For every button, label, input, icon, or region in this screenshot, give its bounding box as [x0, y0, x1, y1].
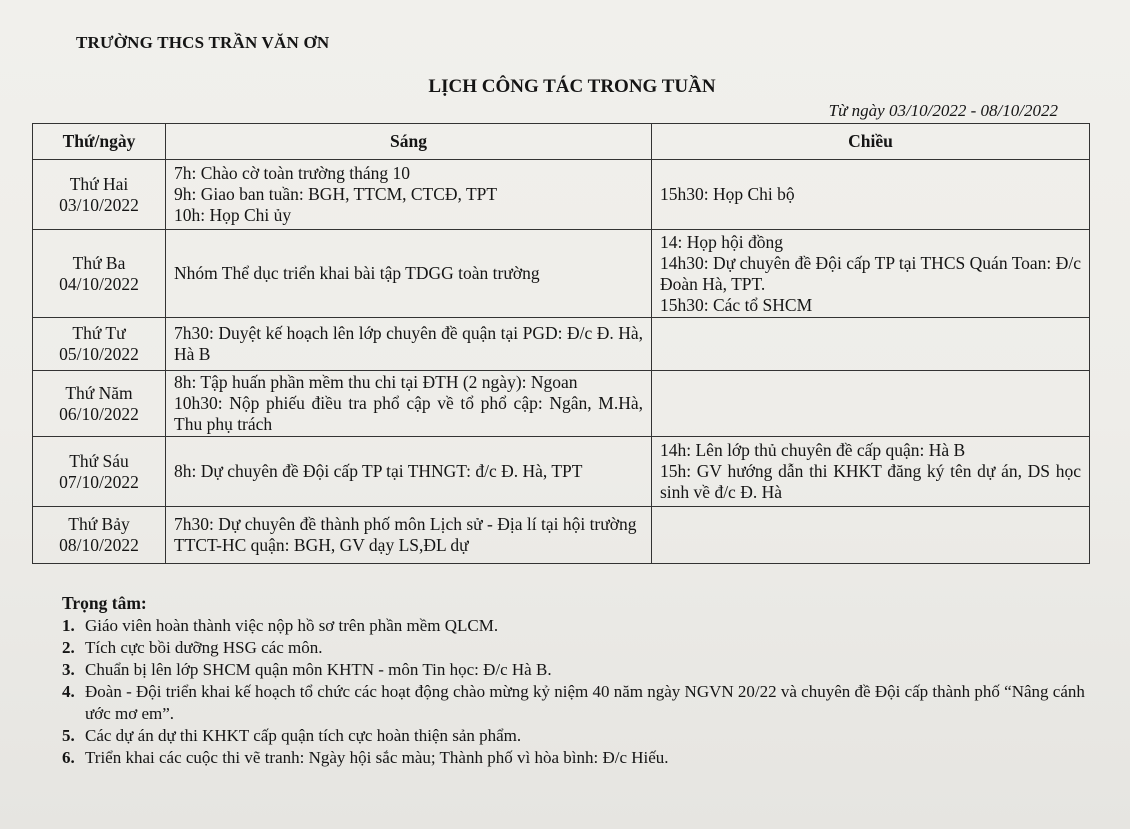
focus-title: Trọng tâm: — [62, 593, 147, 613]
morning-cell — [166, 371, 652, 437]
morning-cell — [166, 318, 652, 371]
column-header-afternoon: Chiều — [652, 124, 1090, 160]
morning-cell — [166, 230, 652, 318]
item-text: Chuẩn bị lên lớp SHCM quận môn KHTN - môn Tin học: Đ/c Hà B. — [85, 660, 552, 679]
table-row — [33, 507, 1090, 564]
column-header-morning: Sáng — [166, 124, 652, 160]
afternoon-item: 14h30: Dự chuyên đề Đội cấp TP tại THCS Quán Toan: Đ/c Đoàn Hà, TPT. — [660, 252, 1081, 294]
item-number: 1. — [62, 616, 75, 635]
afternoon-cell — [652, 437, 1090, 507]
item-text: Tích cực bồi dưỡng HSG các môn. — [85, 638, 323, 657]
day-cell — [33, 437, 166, 507]
table-row — [33, 371, 1090, 437]
day-name: Thứ Tư — [72, 323, 126, 343]
day-name: Thứ Hai — [69, 173, 129, 194]
item-number: 3. — [62, 660, 75, 679]
afternoon-cell — [652, 507, 1090, 564]
list-item — [62, 681, 1102, 725]
list-item — [62, 725, 1102, 747]
focus-list — [62, 615, 1102, 769]
list-item — [62, 615, 1102, 637]
column-header-day: Thứ/ngày — [33, 124, 166, 160]
morning-item: 7h30: Dự chuyên đề thành phố môn Lịch sử - Địa lí tại hội trường TTCT-HC quận: BGH, GV dạy LS,ĐL dự — [174, 514, 637, 555]
morning-item: 9h: Giao ban tuần: BGH, TTCM, CTCĐ, TPT — [174, 184, 498, 204]
date-range: Từ ngày 03/10/2022 - 08/10/2022 — [828, 101, 1058, 120]
item-number: 4. — [62, 682, 75, 701]
day-name: Thứ Năm — [65, 382, 133, 403]
day-name: Thứ Bảy — [68, 514, 130, 534]
item-number: 6. — [62, 748, 75, 767]
day-cell — [33, 371, 166, 437]
table-header-row — [33, 124, 1090, 160]
document-title: LỊCH CÔNG TÁC TRONG TUẦN — [428, 76, 716, 97]
day-cell — [33, 507, 166, 564]
afternoon-item: 14: Họp hội đồng — [660, 231, 783, 252]
morning-item: 7h: Chào cờ toàn trường tháng 10 — [174, 163, 411, 183]
item-text: Các dự án dự thi KHKT cấp quận tích cực hoàn thiện sản phẩm. — [85, 726, 522, 745]
afternoon-cell — [652, 371, 1090, 437]
afternoon-item: 15h30: Các tổ SHCM — [660, 294, 813, 315]
list-item — [62, 747, 1102, 769]
table-row — [33, 160, 1090, 230]
day-date: 04/10/2022 — [59, 273, 139, 294]
school-name: TRƯỜNG THCS TRẦN VĂN ƠN — [76, 33, 330, 52]
day-cell — [33, 160, 166, 230]
day-date: 03/10/2022 — [59, 194, 139, 215]
list-item — [62, 637, 1102, 659]
day-cell — [33, 318, 166, 371]
item-text: Giáo viên hoàn thành việc nộp hồ sơ trên phần mềm QLCM. — [85, 616, 499, 635]
schedule-table — [32, 123, 1090, 564]
day-date: 08/10/2022 — [59, 535, 139, 555]
afternoon-item: 15h: GV hướng dẫn thi KHKT đăng ký tên dự án, DS học sinh về đ/c Đ. Hà — [660, 461, 1081, 502]
afternoon-item: 15h30: Họp Chi bộ — [660, 184, 795, 204]
morning-item: Nhóm Thể dục triển khai bài tập TDGG toàn trường — [174, 263, 540, 283]
day-date: 07/10/2022 — [59, 471, 139, 492]
item-text: Đoàn - Đội triển khai kế hoạch tổ chức các hoạt động chào mừng kỷ niệm 40 năm ngày NGVN 20/22 và chuyên đề Đội cấp thành phố “Nâng cánh ước mơ em”. — [85, 682, 1085, 723]
afternoon-cell — [652, 160, 1090, 230]
day-date: 06/10/2022 — [59, 403, 139, 424]
table-row — [33, 318, 1090, 371]
afternoon-cell — [652, 318, 1090, 371]
day-name: Thứ Sáu — [69, 450, 129, 471]
focus-section — [62, 592, 1102, 769]
morning-item: 8h: Dự chuyên đề Đội cấp TP tại THNGT: đ/c Đ. Hà, TPT — [174, 461, 583, 481]
morning-item: 8h: Tập huấn phần mềm thu chi tại ĐTH (2 ngày): Ngoan — [174, 372, 578, 392]
morning-item: 7h30: Duyệt kế hoạch lên lớp chuyên đề quận tại PGD: Đ/c Đ. Hà, Hà B — [174, 323, 643, 364]
table-row — [33, 437, 1090, 507]
item-number: 2. — [62, 638, 75, 657]
morning-item: 10h: Họp Chi ủy — [174, 205, 292, 225]
table-row — [33, 230, 1090, 318]
morning-item: 10h30: Nộp phiếu điều tra phổ cập về tổ phổ cập: Ngân, M.Hà, Thu phụ trách — [174, 393, 643, 434]
item-text: Triển khai các cuộc thi vẽ tranh: Ngày hội sắc màu; Thành phố vì hòa bình: Đ/c Hiếu. — [85, 748, 669, 767]
morning-cell — [166, 160, 652, 230]
day-date: 05/10/2022 — [59, 344, 139, 364]
item-number: 5. — [62, 726, 75, 745]
afternoon-item: 14h: Lên lớp thủ chuyên đề cấp quận: Hà B — [660, 440, 966, 460]
afternoon-cell — [652, 230, 1090, 318]
day-cell — [33, 230, 166, 318]
day-name: Thứ Ba — [72, 252, 126, 273]
list-item — [62, 659, 1102, 681]
morning-cell — [166, 437, 652, 507]
morning-cell — [166, 507, 652, 564]
